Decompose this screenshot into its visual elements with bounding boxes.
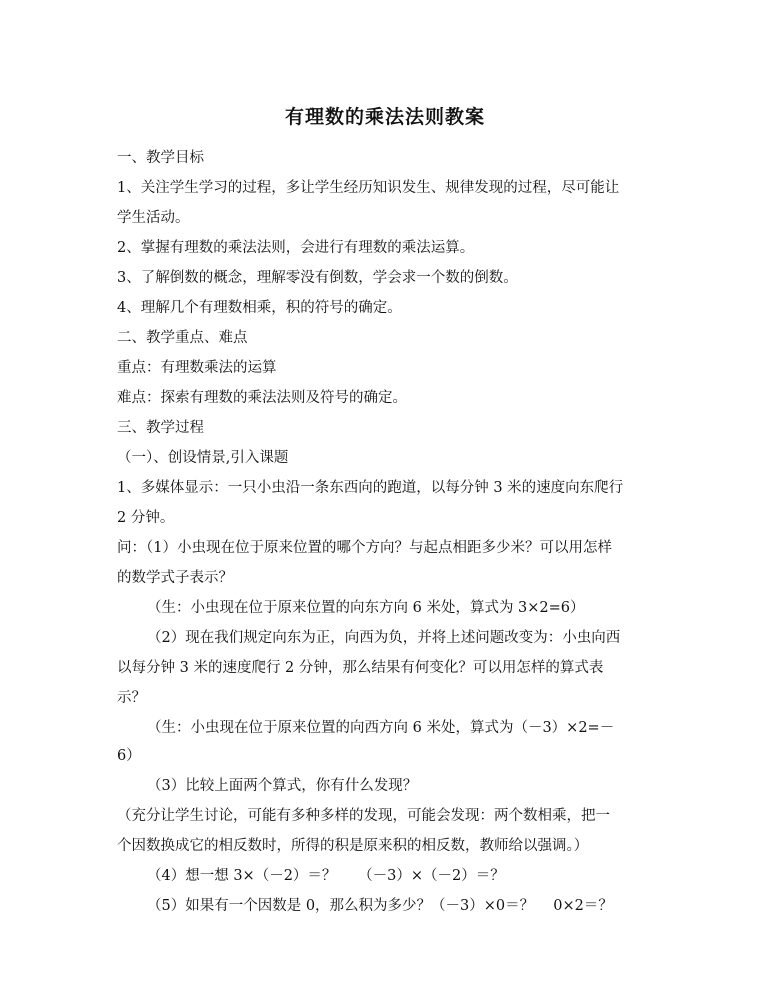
text-line: 个因数换成它的相反数时，所得的积是原来积的相反数，教师给以强调。） xyxy=(117,838,589,854)
section-heading-objectives: 一、教学目标 xyxy=(117,150,204,166)
text-line: 4、理解几个有理数相乘，积的符号的确定。 xyxy=(117,300,402,316)
text-line: 难点：探索有理数的乘法法则及符号的确定。 xyxy=(117,390,407,406)
text-line: （充分让学生讨论，可能有多种多样的发现，可能会发现：两个数相乘，把一 xyxy=(117,808,610,824)
text-line: 1、多媒体显示：一只小虫沿一条东西向的跑道，以每分钟 3 米的速度向东爬行 xyxy=(117,480,624,496)
text-line: （4）想一想 3×（－2）＝？ （－3）×（－2）＝？ xyxy=(147,868,505,884)
text-line: （2）现在我们规定向东为正，向西为负，并将上述问题改变为：小虫向西 xyxy=(147,630,621,646)
text-line: 2、掌握有理数的乘法法则，会进行有理数的乘法运算。 xyxy=(117,240,475,256)
text-line: 问：（1）小虫现在位于原来位置的哪个方向？与起点相距多少米？可以用怎样 xyxy=(117,540,612,556)
text-line: 重点：有理数乘法的运算 xyxy=(117,360,277,376)
text-line: 的数学式子表示？ xyxy=(117,570,233,586)
text-line: 1、关注学生学习的过程，多让学生经历知识发生、规律发现的过程，尽可能让 xyxy=(117,180,620,196)
text-line: （生：小虫现在位于原来位置的向东方向 6 米处，算式为 3×2=6） xyxy=(147,600,585,616)
text-line: 3、了解倒数的概念，理解零没有倒数，学会求一个数的倒数。 xyxy=(117,270,518,286)
section-heading-key-points: 二、教学重点、难点 xyxy=(117,330,248,346)
text-line: 6） xyxy=(117,748,141,764)
subsection-heading: （一）、创设情景,引入课题 xyxy=(117,450,289,466)
text-line: （3）比较上面两个算式，你有什么发现？ xyxy=(147,778,418,794)
text-line: （5）如果有一个因数是 0，那么积为多少？（－3）×0＝？ 0×2＝？ xyxy=(147,898,613,914)
text-line: 学生活动。 xyxy=(117,210,190,226)
section-heading-process: 三、教学过程 xyxy=(117,420,204,436)
text-line: 2 分钟。 xyxy=(117,510,175,526)
text-line: 示？ xyxy=(117,690,146,706)
text-line: （生：小虫现在位于原来位置的向西方向 6 米处，算式为（－3）×2=－ xyxy=(147,720,615,736)
text-line: 以每分钟 3 米的速度爬行 2 分钟，那么结果有何变化？可以用怎样的算式表 xyxy=(117,660,604,676)
document-title: 有理数的乘法法则教案 xyxy=(284,106,485,128)
